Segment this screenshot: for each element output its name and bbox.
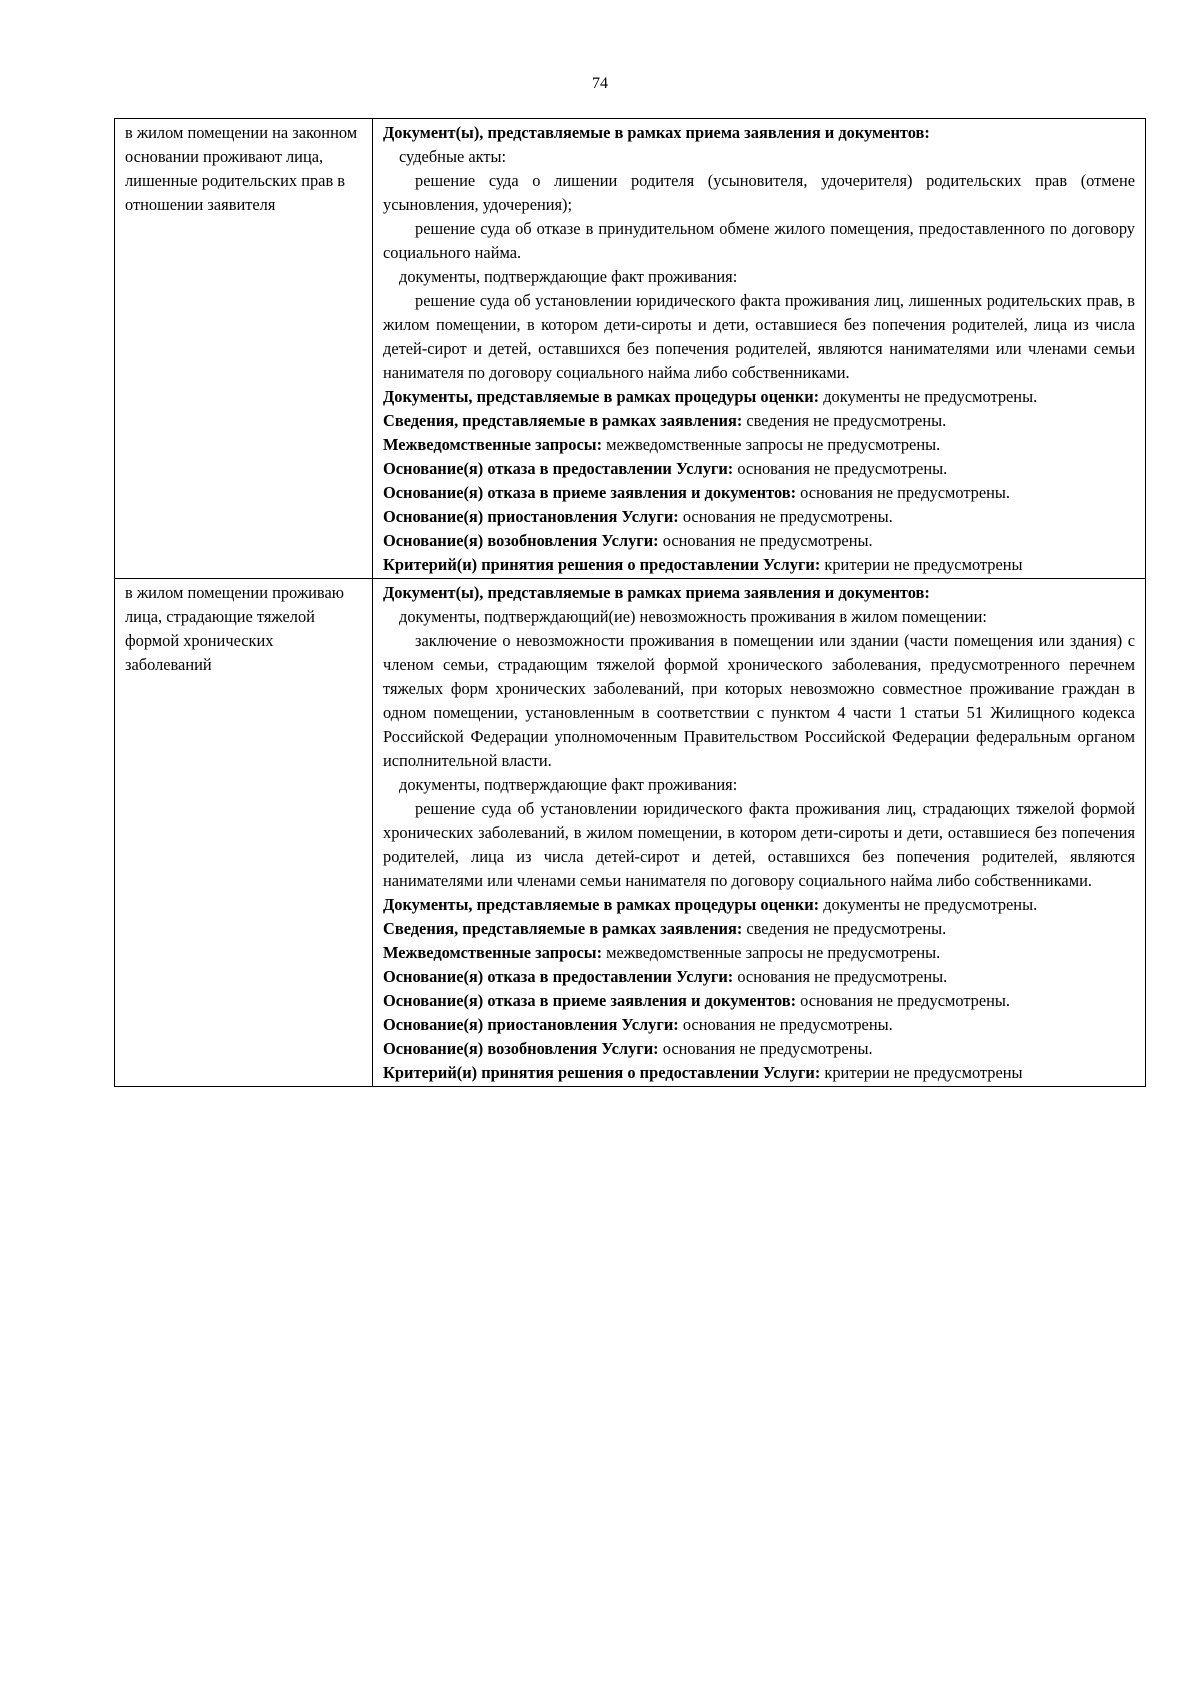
service-conditions-table [114, 118, 1146, 1087]
document-item [383, 773, 1135, 797]
requirement-item [383, 529, 1135, 553]
requirement-label: Межведомственные запросы: [383, 435, 603, 454]
requirement-text: сведения не предусмотрены. [742, 919, 947, 938]
document-item [383, 797, 1135, 893]
requirement-label: Основание(я) приостановления Услуги: [383, 507, 679, 526]
requirement-text: основания не предусмотрены. [796, 991, 1011, 1010]
requirement-label: Межведомственные запросы: [383, 943, 603, 962]
requirement-item [383, 433, 1135, 457]
requirement-text: основания не предусмотрены. [658, 531, 873, 550]
requirement-text: документы, подтверждающий(ие) невозможность проживания в жилом помещении: [399, 607, 987, 626]
requirement-text: основания не предусмотрены. [733, 967, 948, 986]
condition-cell: в жилом помещении на законном основании проживают лица, лишенные родительских прав в отношении заявителя [115, 119, 373, 579]
requirement-label: Документы, представляемые в рамках процедуры оценки: [383, 895, 820, 914]
requirement-label: Документы, представляемые в рамках процедуры оценки: [383, 387, 820, 406]
requirement-label: Основание(я) возобновления Услуги: [383, 1039, 659, 1058]
document-item [383, 629, 1135, 773]
requirement-text: документы, подтверждающие факт проживания: [399, 267, 738, 286]
requirement-text: основания не предусмотрены. [796, 483, 1011, 502]
requirement-item [383, 409, 1135, 433]
requirement-label: Основание(я) приостановления Услуги: [383, 1015, 679, 1034]
requirement-label: Документ(ы), представляемые в рамках приема заявления и документов: [383, 123, 930, 142]
requirement-label: Основание(я) отказа в предоставлении Услуги: [383, 967, 734, 986]
requirement-item [383, 941, 1135, 965]
requirement-text: основания не предусмотрены. [658, 1039, 873, 1058]
condition-cell: в жилом помещении проживаю лица, страдающие тяжелой формой хронических заболеваний [115, 579, 373, 1087]
requirement-text: основания не предусмотрены. [678, 507, 893, 526]
requirement-item [383, 1037, 1135, 1061]
table-body [115, 119, 1146, 1087]
document-item [383, 265, 1135, 289]
requirement-label: Основание(я) отказа в приеме заявления и документов: [383, 483, 797, 502]
requirement-text: документы не предусмотрены. [819, 387, 1038, 406]
requirement-item [383, 917, 1135, 941]
requirement-item [383, 481, 1135, 505]
requirement-text: решение суда об установлении юридического факта проживания лиц, лишенных родительских прав, в жилом помещении, в котором дети-сироты и дети, оставшиеся без попечения родителей, лица из числа детей-сирот и детей, оставшихся без попечения родителей, являются нанимателями или членами семьи нанимателя по договору социального найма либо собственниками. [383, 291, 1135, 382]
document-item [383, 605, 1135, 629]
requirement-item [383, 457, 1135, 481]
document-item [383, 145, 1135, 169]
requirement-text: основания не предусмотрены. [733, 459, 948, 478]
requirement-item [383, 505, 1135, 529]
requirement-item [383, 989, 1135, 1013]
requirement-label: Сведения, представляемые в рамках заявления: [383, 919, 743, 938]
requirement-text: судебные акты: [399, 147, 507, 166]
requirement-item [383, 121, 1135, 145]
requirement-item [383, 1061, 1135, 1085]
requirement-text: документы не предусмотрены. [819, 895, 1038, 914]
requirement-item [383, 965, 1135, 989]
requirement-item [383, 1013, 1135, 1037]
requirement-text: решение суда о лишении родителя (усыновителя, удочерителя) родительских прав (отмене усыновления, удочерения); [383, 171, 1135, 214]
requirement-text: межведомственные запросы не предусмотрены. [602, 943, 941, 962]
requirement-text: критерии не предусмотрены [820, 1063, 1023, 1082]
requirement-item [383, 893, 1135, 917]
requirement-text: критерии не предусмотрены [820, 555, 1023, 574]
table-row [115, 119, 1146, 579]
requirement-text: сведения не предусмотрены. [742, 411, 947, 430]
requirement-label: Критерий(и) принятия решения о предоставлении Услуги: [383, 555, 821, 574]
requirement-label: Документ(ы), представляемые в рамках приема заявления и документов: [383, 583, 930, 602]
requirement-label: Основание(я) отказа в предоставлении Услуги: [383, 459, 734, 478]
page-number: 74 [592, 75, 608, 92]
requirement-text: межведомственные запросы не предусмотрены. [602, 435, 941, 454]
requirements-cell [373, 119, 1146, 579]
requirement-label: Основание(я) отказа в приеме заявления и документов: [383, 991, 797, 1010]
requirement-label: Основание(я) возобновления Услуги: [383, 531, 659, 550]
table-row [115, 579, 1146, 1087]
requirement-text: заключение о невозможности проживания в помещении или здании (части помещения или здания) с членом семьи, страдающим тяжелой формой хронического заболевания, предусмотренного перечнем тяжелых форм хронических заболеваний, при которых невозможно совместное проживание граждан в одном помещении, установленным в соответствии с пунктом 4 части 1 статьи 51 Жилищного кодекса Российской Федерации уполномоченным Правительством Российской Федерации федеральным органом исполнительной власти. [383, 631, 1135, 770]
requirement-text: документы, подтверждающие факт проживания: [399, 775, 738, 794]
requirement-text: решение суда об установлении юридического факта проживания лиц, страдающих тяжелой формой хронических заболеваний, в жилом помещении, в котором дети-сироты и дети, оставшиеся без попечения родителей, лица из числа детей-сирот и детей, оставшихся без попечения родителей, являются нанимателями или членами семьи нанимателя по договору социального найма либо собственниками. [383, 799, 1135, 890]
document-item [383, 169, 1135, 217]
document-item [383, 289, 1135, 385]
requirements-cell [373, 579, 1146, 1087]
requirement-item [383, 553, 1135, 577]
document-item [383, 217, 1135, 265]
requirement-text: решение суда об отказе в принудительном обмене жилого помещения, предоставленного по договору социального найма. [383, 219, 1135, 262]
requirement-item [383, 385, 1135, 409]
requirement-label: Сведения, представляемые в рамках заявления: [383, 411, 743, 430]
requirement-text: основания не предусмотрены. [678, 1015, 893, 1034]
requirement-item [383, 581, 1135, 605]
requirement-label: Критерий(и) принятия решения о предоставлении Услуги: [383, 1063, 821, 1082]
